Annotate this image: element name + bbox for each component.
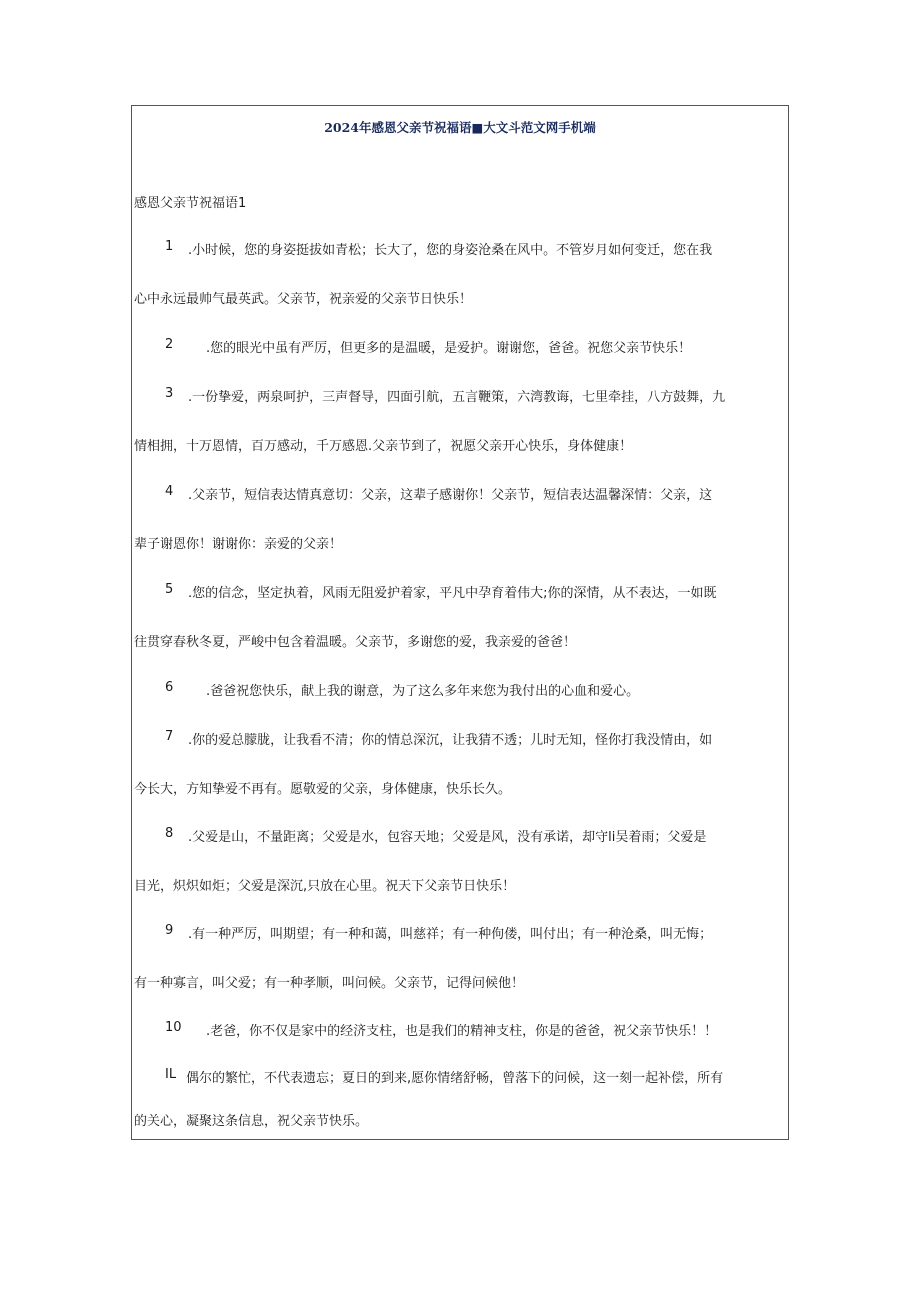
item-text-line: .一份挚爱，两泉呵护，三声督导，四面引航，五言鞭策，六湾教诲，七里牵挂，八方鼓舞，九: [188, 390, 726, 405]
item-number: 8: [165, 826, 174, 841]
item-text-line: .爸爸祝您快乐，献上我的谢意，为了这么多年来您为我付出的心血和爱心。: [206, 684, 640, 699]
item-text-line: 情相拥，十万恩情，百万感动，千万感恩.父亲节到了，祝愿父亲开心快乐，身体健康！: [134, 439, 633, 454]
section-heading: 感恩父亲节祝福语1: [134, 196, 247, 211]
item-text-line: 的关心，凝聚这条信息，祝父亲节快乐。: [134, 1114, 369, 1129]
item-text-line: 心中永远最帅气最英武。父亲节，祝亲爱的父亲节日快乐！: [134, 292, 473, 307]
item-number: 1: [165, 239, 174, 254]
item-text-line: .有一种严厉，叫期望；有一种和蔼，叫慈祥；有一种佝偻，叫付出；有一种沧桑，叫无悔；: [188, 927, 713, 942]
item-text-line: 今长大，方知挚爱不再有。愿敬爱的父亲，身体健康，快乐长久。: [134, 782, 512, 797]
item-text-line: .老爸，你不仅是家中的经济支柱，也是我们的精神支柱，你是的爸爸，祝父亲节快乐！！: [206, 1024, 718, 1039]
item-number: 7: [165, 729, 174, 744]
item-number: 6: [165, 680, 174, 695]
page-title: 2024年感恩父亲节祝福语■大文斗范文网手机端: [324, 120, 596, 135]
item-number: 5: [165, 582, 174, 597]
item-number: 4: [165, 484, 174, 499]
item-text-line: .小时候，您的身姿挺拔如青松；长大了，您的身姿沧桑在风中。不管岁月如何变迁，您在我: [188, 243, 713, 258]
item-text-line: 有一种寡言，叫父爱；有一种孝顺，叫问候。父亲节，记得问候他！: [134, 976, 525, 991]
item-number: IL: [165, 1067, 177, 1082]
document-frame: [131, 105, 789, 1140]
item-number: 10: [165, 1020, 182, 1035]
item-text-line: 偶尔的繁忙，不代表遗忘；夏日的到来,愿你情绪舒畅，曾落下的问候，这一刻一起补偿，所有: [186, 1071, 724, 1086]
item-text-line: .您的信念，坚定执着，风雨无阻爱护着家，平凡中孕育着伟大;你的深情，从不表达，一如既: [188, 586, 717, 601]
item-text-line: 辈子谢恩你！谢谢你：亲爱的父亲！: [134, 537, 343, 552]
item-text-line: 往贯穿春秋冬夏，严峻中包含着温暖。父亲节，多谢您的爱，我亲爱的爸爸！: [134, 635, 577, 650]
item-text-line: .你的爱总朦胧，让我看不清；你的情总深沉，让我猜不透；儿时无知，怪你打我没情由，如: [188, 733, 713, 748]
item-text-line: .您的眼光中虽有严厉，但更多的是温暖，是爱护。谢谢您，爸爸。祝您父亲节快乐！: [206, 341, 692, 356]
item-text-line: 目光，炽炽如炬；父爱是深沉,只放在心里。祝天下父亲节日快乐！: [134, 879, 516, 894]
item-number: 3: [165, 386, 174, 401]
item-number: 2: [165, 337, 174, 352]
item-text-line: .父爱是山，不量距离；父爱是水，包容天地；父爱是风，没有承诺，却守li吴着雨；父爱是: [188, 830, 707, 845]
item-number: 9: [165, 923, 174, 938]
item-text-line: .父亲节，短信表达情真意切：父亲，这辈子感谢你！父亲节，短信表达温馨深情：父亲，这: [188, 488, 713, 503]
